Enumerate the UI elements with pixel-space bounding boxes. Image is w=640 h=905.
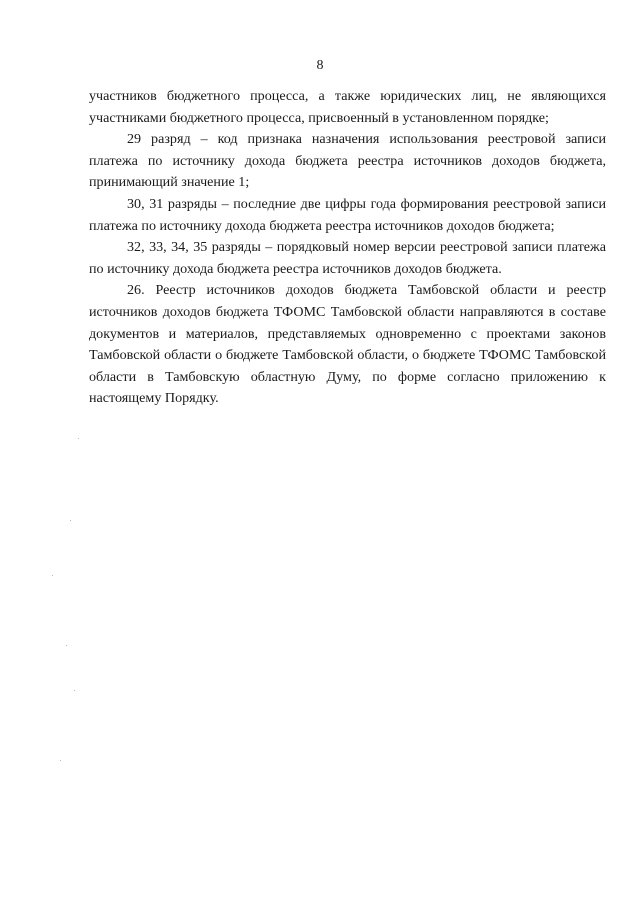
paragraph-continuation: участников бюджетного процесса, а также юридических лиц, не являющихся участниками бюджетного процесса, присвоенный в установленном порядке; xyxy=(89,88,606,126)
scan-speck xyxy=(52,575,53,576)
page-number: 8 xyxy=(316,58,324,73)
paragraph-digits-32-35: 32, 33, 34, 35 разряды – порядковый номер версии реестровой записи платежа по источнику дохода бюджета реестра источников доходов бюджета. xyxy=(89,239,606,277)
paragraph-digit-29: 29 разряд – код признака назначения использования реестровой записи платежа по источнику дохода бюджета реестра источников доходов бюджета, принимающий значение 1; xyxy=(89,131,606,191)
scan-speck xyxy=(60,760,61,761)
scan-speck xyxy=(70,520,71,521)
paragraph-item-26: 26. Реестр источников доходов бюджета Тамбовской области и реестр источников доходов бюджета ТФОМС Тамбовской области направляются в составе документов и материалов, представляемых одновременно с проектами законов Тамбовской области о бюджете Тамбовской области, о бюджете ТФОМС Тамбовской области в Тамбовскую областную Думу, по форме согласно приложению к настоящему Порядку. xyxy=(89,282,606,407)
paragraph-digits-30-31: 30, 31 разряды – последние две цифры года формирования реестровой записи платежа по источнику дохода бюджета реестра источников доходов бюджета; xyxy=(89,195,606,234)
scan-speck xyxy=(78,438,79,439)
document-body xyxy=(89,86,606,410)
scan-speck xyxy=(66,645,67,646)
scan-speck xyxy=(74,690,75,691)
